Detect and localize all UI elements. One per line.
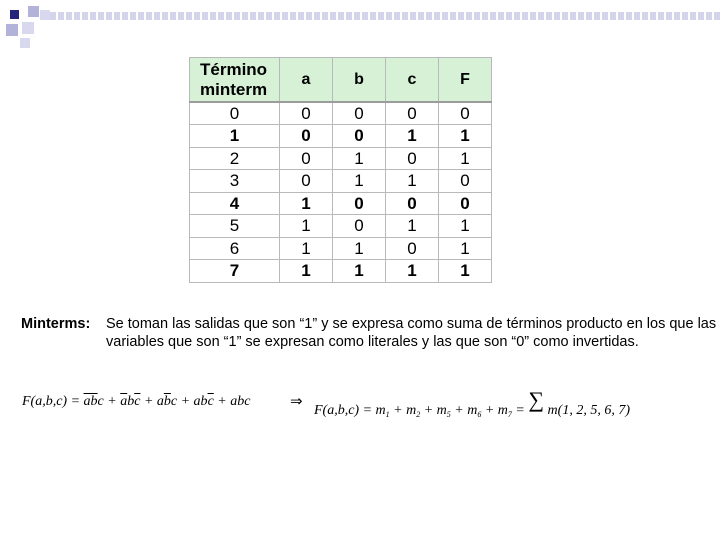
cell-a: 1 [280,260,333,283]
cell-term: 1 [190,125,280,148]
cell-c: 0 [386,102,439,125]
cell-term: 0 [190,102,280,125]
deco-square [10,10,19,19]
cell-f: 0 [439,170,492,193]
minterms-description: Se toman las salidas que son “1” y se expresa como suma de términos producto en los que las variables que son “1” se expresan como literales y las que son “0” como invertidas. [106,316,717,350]
cell-b: 1 [333,238,386,260]
cell-b: 0 [333,193,386,215]
cell-a: 0 [280,102,333,125]
cell-f: 1 [439,148,492,170]
header-term: Término minterm [190,58,280,103]
cell-term: 4 [190,193,280,215]
deco-square [22,22,34,34]
cell-a: 1 [280,193,333,215]
minterm-formula [22,387,702,420]
cell-b: 1 [333,170,386,193]
cell-f: 0 [439,102,492,125]
table-header-row [190,58,492,103]
table-row [190,170,492,193]
cell-term: 6 [190,238,280,260]
cell-term: 5 [190,215,280,238]
table-row [190,215,492,238]
deco-square [6,24,18,36]
cell-a: 0 [280,170,333,193]
deco-square [40,10,50,20]
cell-a: 1 [280,215,333,238]
header-b: b [333,58,386,103]
cell-f: 0 [439,193,492,215]
cell-term: 7 [190,260,280,283]
cell-f: 1 [439,215,492,238]
cell-c: 0 [386,193,439,215]
table-row [190,125,492,148]
cell-c: 1 [386,215,439,238]
deco-square [20,38,30,48]
table-row [190,148,492,170]
cell-c: 1 [386,170,439,193]
cell-c: 0 [386,148,439,170]
formula-lhs: $F(a,b,c) = \overline{a}\overline{b}c + \overline{a}b\overline{c} + a\overline{b}c + ab\overline{c}$ + abc [22,394,251,409]
cell-a: 1 [280,238,333,260]
header-a: a [280,58,333,103]
cell-f: 1 [439,125,492,148]
header-f: F [439,58,492,103]
formula-rhs: $F(a,b,c) = m_1 + m_2 + m_5 + m_6 + m_7$ = ∑ m(1, 2, 5, 6, 7) [314,387,630,419]
cell-c: 0 [386,238,439,260]
cell-f: 1 [439,238,492,260]
cell-c: 1 [386,125,439,148]
cell-term: 2 [190,148,280,170]
cell-f: 1 [439,260,492,283]
table-row [190,102,492,125]
truth-table [189,57,492,283]
deco-square [28,6,39,17]
table-row [190,238,492,260]
header-c: c [386,58,439,103]
cell-a: 0 [280,125,333,148]
minterms-label: Minterms: [21,316,91,332]
cell-a: 0 [280,148,333,170]
cell-b: 0 [333,125,386,148]
cell-b: 1 [333,260,386,283]
cell-c: 1 [386,260,439,283]
cell-b: 1 [333,148,386,170]
cell-b: 0 [333,215,386,238]
implies-arrow: ⇒ [290,394,303,410]
cell-term: 3 [190,170,280,193]
table-row [190,260,492,283]
cell-b: 0 [333,102,386,125]
deco-stripes [50,12,720,20]
table-row [190,193,492,215]
